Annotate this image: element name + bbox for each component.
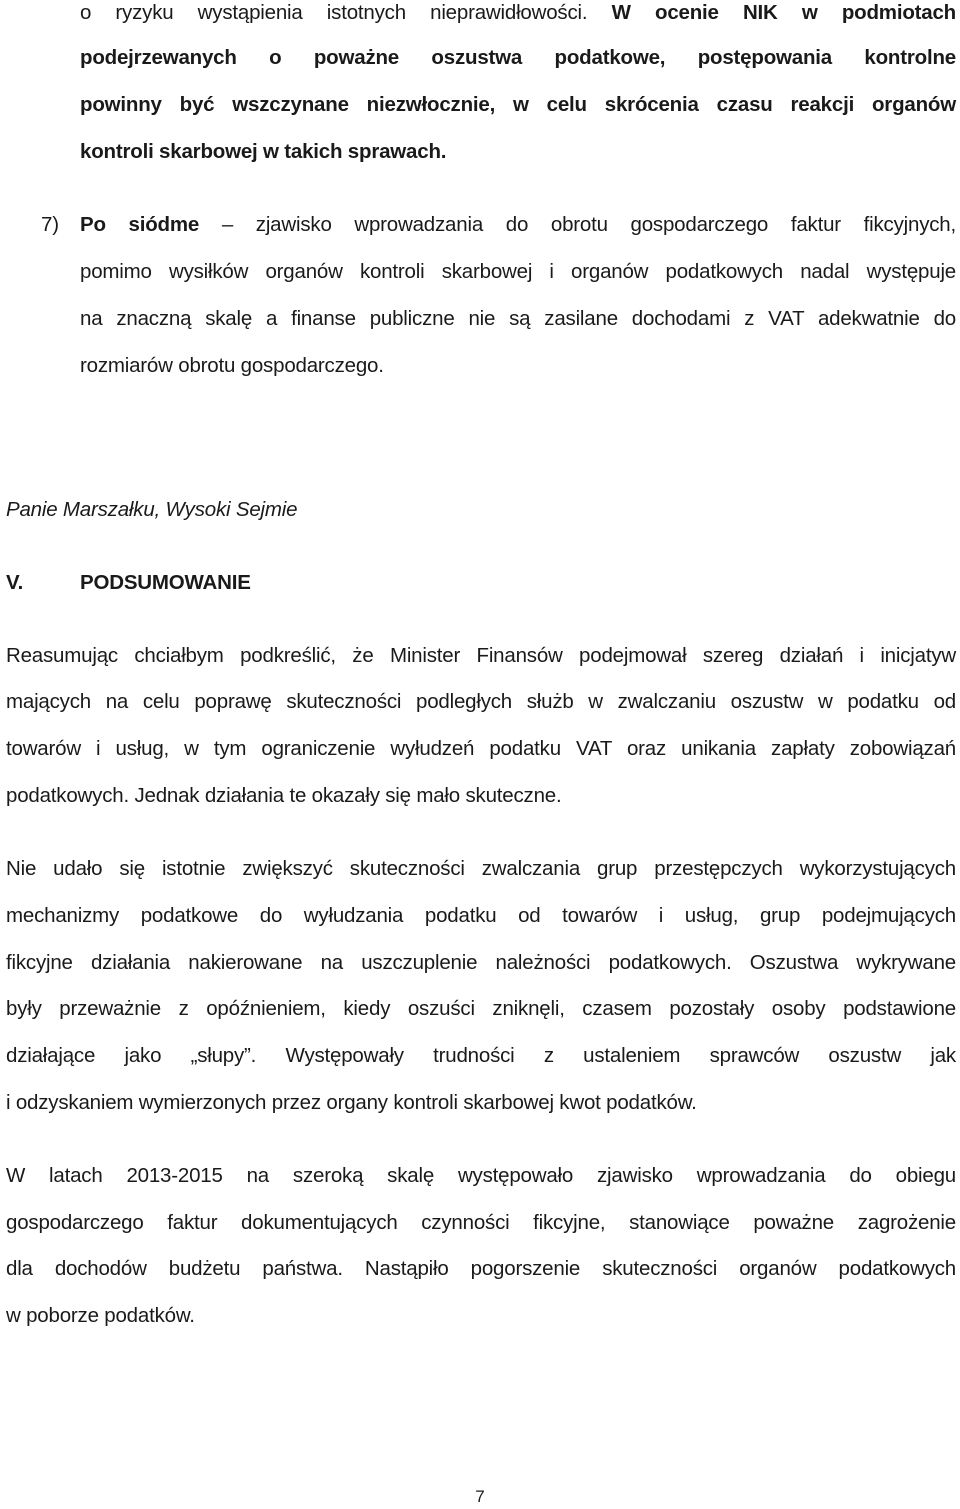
para-2-line-2: mechanizmy podatkowe do wyłudzania podatku od towarów i usług, grup podejmujących xyxy=(6,904,956,927)
intro-line-4: kontroli skarbowej w takich sprawach. xyxy=(80,140,447,163)
item-7-line-4: rozmiarów obrotu gospodarczego. xyxy=(80,354,384,377)
para-3-line-2: gospodarczego faktur dokumentujących czynności fikcyjne, stanowiące poważne zagrożenie xyxy=(6,1211,956,1234)
page-number: 7 xyxy=(475,1487,485,1506)
item-7-lead: Po siódme xyxy=(80,213,200,236)
item-7-line-2: pomimo wysiłków organów kontroli skarbowej i organów podatkowych nadal występuje xyxy=(80,260,956,283)
intro-line-1-bold: W ocenie NIK w podmiotach xyxy=(611,1,957,24)
section-number: V. xyxy=(6,571,24,594)
item-7-line-1 xyxy=(80,212,956,238)
para-2-line-1: Nie udało się istotnie zwiększyć skuteczności zwalczania grup przestępczych wykorzystujących xyxy=(6,857,956,880)
item-7-line-3: na znaczną skalę a finanse publiczne nie są zasilane dochodami z VAT adekwatnie do xyxy=(80,307,956,330)
para-2-line-5: działające jako „słupy”. Występowały trudności z ustaleniem sprawców oszustw jak xyxy=(6,1044,956,1067)
intro-line-1 xyxy=(80,0,956,26)
intro-line-2: podejrzewanych o poważne oszustwa podatkowe, postępowania kontrolne xyxy=(80,46,956,69)
para-2-line-4: były przeważnie z opóźnieniem, kiedy oszuści zniknęli, czasem pozostały osoby podstawione xyxy=(6,997,956,1020)
para-3-line-4: w poborze podatków. xyxy=(6,1304,195,1327)
salutation: Panie Marszałku, Wysoki Sejmie xyxy=(6,498,298,521)
para-1-line-4: podatkowych. Jednak działania te okazały się mało skuteczne. xyxy=(6,784,562,807)
section-title: PODSUMOWANIE xyxy=(80,571,251,594)
item-7-line-1-rest: – zjawisko wprowadzania do obrotu gospodarczego faktur fikcyjnych, xyxy=(221,213,956,236)
para-1-line-2: mających na celu poprawę skuteczności podległych służb w zwalczaniu oszustw w podatku od xyxy=(6,690,956,713)
intro-line-3: powinny być wszczynane niezwłocznie, w celu skrócenia czasu reakcji organów xyxy=(80,93,956,116)
para-1-line-1: Reasumując chciałbym podkreślić, że Minister Finansów podejmował szereg działań i inicjatyw xyxy=(6,644,956,667)
para-2-line-3: fikcyjne działania nakierowane na uszczuplenie należności podatkowych. Oszustwa wykrywane xyxy=(6,951,956,974)
para-2-line-6: i odzyskaniem wymierzonych przez organy kontroli skarbowej kwot podatków. xyxy=(6,1091,697,1114)
item-7-number: 7) xyxy=(41,213,59,236)
para-1-line-3: towarów i usług, w tym ograniczenie wyłudzeń podatku VAT oraz unikania zapłaty zobowiązań xyxy=(6,737,956,760)
para-3-line-1: W latach 2013-2015 na szeroką skalę występowało zjawisko wprowadzania do obiegu xyxy=(6,1164,956,1187)
intro-line-1-regular: o ryzyku wystąpienia istotnych nieprawidłowości. xyxy=(80,1,588,24)
para-3-line-3: dla dochodów budżetu państwa. Nastąpiło pogorszenie skuteczności organów podatkowych xyxy=(6,1257,956,1280)
